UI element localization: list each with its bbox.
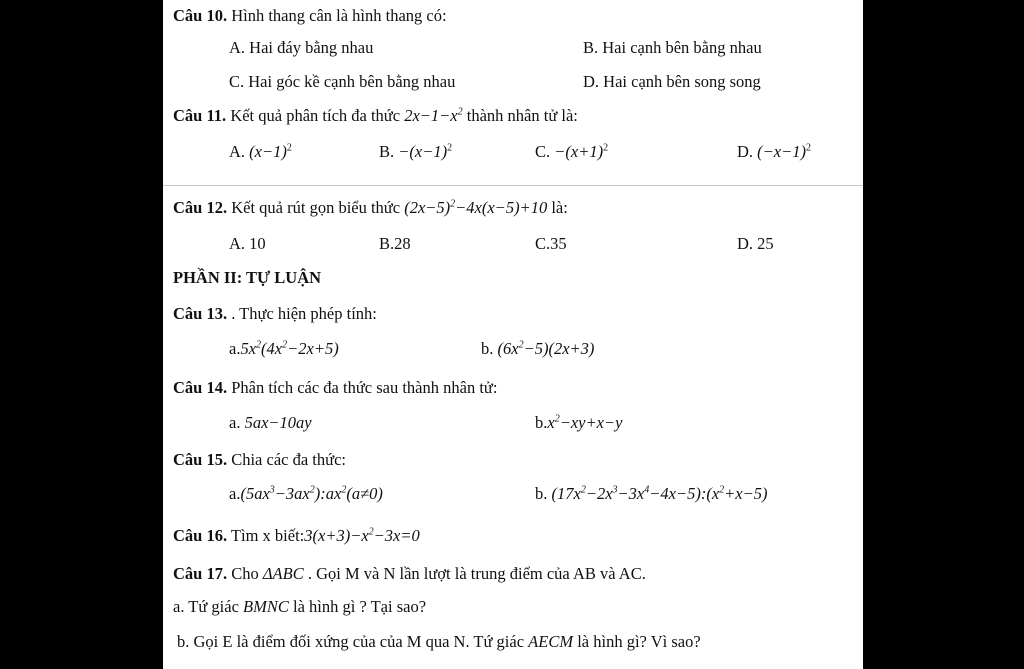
q11-option-a: [229, 142, 292, 162]
q13-b-expression: [498, 339, 595, 358]
q14-label: Câu 14.: [173, 378, 228, 397]
q12-expr-b: −4x(x−5)+10: [455, 198, 548, 217]
q15-b-p5: +x−5): [724, 484, 768, 503]
q11-expr-base: 2x−1−x: [404, 106, 458, 125]
q11-option-d-letter: D.: [737, 142, 754, 161]
q11-text-after: thành nhân tử là:: [462, 106, 578, 125]
q17-part-b: [177, 632, 701, 652]
q17-b-before: b. Gọi E là điểm đối xứng của của M qua N. Tứ giác: [177, 632, 529, 651]
q14-part-a: [229, 413, 312, 433]
q15-a-prefix: a.: [229, 484, 241, 503]
q12-option-c: C.35: [535, 234, 567, 253]
q15-a-p1: (5ax: [240, 484, 270, 503]
q17-triangle: ΔABC: [262, 564, 304, 583]
q11-option-a-base: (x−1): [249, 142, 287, 161]
q15-b-prefix: b.: [535, 484, 548, 503]
q15-a-s2: 2: [309, 484, 315, 496]
q14-b-expression: [547, 413, 622, 432]
q11-option-a-letter: A.: [229, 142, 246, 161]
q13-text: . Thực hiện phép tính:: [231, 304, 377, 323]
q15-b-s4: 2: [719, 484, 725, 496]
q12-text-before: Kết quả rút gọn biểu thức: [231, 198, 405, 217]
q15-part-a: [229, 484, 383, 504]
q14-part-b: [535, 413, 622, 433]
q12-option-b: B.28: [379, 234, 411, 253]
q17-label: Câu 17.: [173, 564, 228, 583]
q11-option-d-sup: 2: [806, 142, 812, 154]
q12-expr-sup: 2: [450, 198, 456, 210]
part2-title: PHẦN II: TỰ LUẬN: [173, 268, 322, 287]
q11-option-b: [379, 142, 452, 162]
section-divider: [163, 185, 863, 186]
q14-text: Phân tích các đa thức sau thành nhân tử:: [231, 378, 498, 397]
q15-b-s2: 3: [612, 484, 618, 496]
q13-b-s1: 2: [518, 339, 524, 351]
q14-a-prefix: a.: [229, 413, 241, 432]
q14-b-p1: x: [547, 413, 555, 432]
q14-line: [173, 378, 497, 398]
q12-option-d: D. 25: [737, 234, 774, 253]
q11-text-before: Kết quả phân tích đa thức: [230, 106, 405, 125]
q14-b-p2: −xy+x−y: [559, 413, 623, 432]
q15-a-p4: (a≠0): [346, 484, 383, 503]
q15-a-p2: −3ax: [274, 484, 310, 503]
q11-option-b-base: −(x−1): [398, 142, 448, 161]
worksheet-page: [163, 0, 863, 669]
q17-b-after: là hình gì? Vì sao?: [573, 632, 701, 651]
q10-label: Câu 10.: [173, 6, 228, 25]
q16-p1: 3(x+3)−x: [304, 526, 369, 545]
q13-line: [173, 304, 377, 324]
q13-label: Câu 13.: [173, 304, 228, 323]
q13-a-p1: 5x: [240, 339, 257, 358]
q11-option-c: [535, 142, 608, 162]
q15-a-p3: ):ax: [314, 484, 342, 503]
q17-a-shape: BMNC: [243, 597, 289, 616]
q12-expr-a: (2x−5): [404, 198, 451, 217]
q13-part-b: [481, 339, 594, 359]
q12-option-a: A. 10: [229, 234, 266, 253]
q10-option-c: C. Hai góc kề cạnh bên bằng nhau: [229, 72, 456, 91]
q12-line: [173, 198, 568, 218]
q17-text-before: Cho: [231, 564, 263, 583]
q16-expression: [304, 526, 420, 545]
q17-a-before: a. Tứ giác: [173, 597, 244, 616]
q13-a-s1: 2: [256, 339, 262, 351]
q15-line: [173, 450, 346, 470]
q17-text-after: . Gọi M và N lần lượt là trung điểm của AB và AC.: [303, 564, 646, 583]
q10-line: [173, 6, 447, 26]
q11-option-c-letter: C.: [535, 142, 551, 161]
q15-b-p4: −4x−5):(x: [649, 484, 720, 503]
q11-option-c-base: −(x+1): [554, 142, 604, 161]
q13-b-p1: (6x: [497, 339, 519, 358]
q15-b-p1: (17x: [551, 484, 581, 503]
q13-a-p3: −2x+5): [287, 339, 339, 358]
q15-b-s3: 4: [644, 484, 650, 496]
q13-part-a: [229, 339, 339, 359]
q11-option-a-sup: 2: [286, 142, 292, 154]
q15-a-s1: 3: [269, 484, 275, 496]
q17-part-a: [173, 597, 426, 617]
q13-a-p2: (4x: [261, 339, 283, 358]
q14-a-expression: 5ax−10ay: [244, 413, 312, 432]
q15-b-s1: 2: [580, 484, 586, 496]
q11-option-d: [737, 142, 811, 162]
q13-a-expression: [240, 339, 338, 358]
q11-option-c-sup: 2: [603, 142, 609, 154]
q17-line: [173, 564, 646, 584]
q13-b-p2: −5)(2x+3): [523, 339, 595, 358]
q11-expr-sup: 2: [457, 106, 463, 118]
q16-line: [173, 526, 420, 546]
q10-option-a: A. Hai đáy bằng nhau: [229, 38, 374, 57]
q13-a-prefix: a.: [229, 339, 241, 358]
q13-a-s2: 2: [282, 339, 288, 351]
q17-b-shape: AECM: [528, 632, 574, 651]
q10-text: Hình thang cân là hình thang có:: [231, 6, 447, 25]
q16-s1: 2: [368, 526, 374, 538]
q12-text-after: là:: [547, 198, 568, 217]
q15-part-b: [535, 484, 768, 504]
q11-option-b-letter: B.: [379, 142, 395, 161]
q11-option-b-sup: 2: [447, 142, 453, 154]
q15-label: Câu 15.: [173, 450, 228, 469]
q12-expression: [404, 198, 547, 217]
q12-label: Câu 12.: [173, 198, 228, 217]
q11-label: Câu 11.: [173, 106, 227, 125]
q16-text: Tìm x biết:: [230, 526, 305, 545]
q15-b-expression: [552, 484, 768, 503]
q15-a-expression: [240, 484, 382, 503]
q16-p2: −3x=0: [373, 526, 420, 545]
q11-line: [173, 106, 578, 126]
q13-b-prefix: b.: [481, 339, 494, 358]
q11-option-d-base: (−x−1): [757, 142, 807, 161]
q17-a-after: là hình gì ? Tại sao?: [288, 597, 427, 616]
q10-option-b: B. Hai cạnh bên bằng nhau: [583, 38, 762, 57]
q14-b-s1: 2: [554, 413, 560, 425]
q15-a-s3: 2: [341, 484, 347, 496]
q16-label: Câu 16.: [173, 526, 228, 545]
q15-b-p3: −3x: [617, 484, 645, 503]
q15-b-p2: −2x: [585, 484, 613, 503]
q10-option-d: D. Hai cạnh bên song song: [583, 72, 761, 91]
q14-b-prefix: b.: [535, 413, 548, 432]
q15-text: Chia các đa thức:: [231, 450, 346, 469]
q11-expression: [404, 106, 462, 125]
